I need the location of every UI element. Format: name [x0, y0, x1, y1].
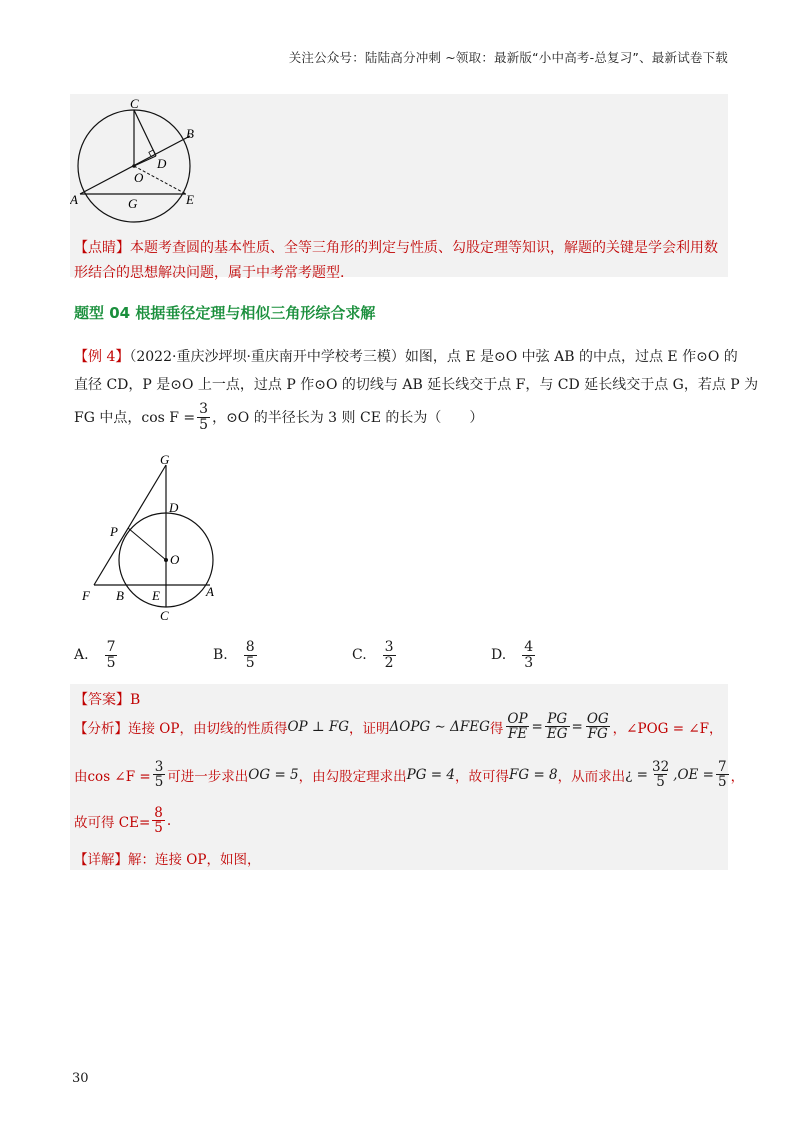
solution-box-top: [70, 94, 728, 281]
option-d[interactable]: D. $\frac{4}{3}$: [491, 639, 534, 671]
label-g2: G: [160, 452, 170, 467]
option-a[interactable]: A. $\frac{7}{5}$: [74, 639, 116, 671]
dianjing-note: [74, 236, 718, 286]
label-g: G: [128, 196, 138, 211]
label-o: O: [134, 170, 144, 185]
label-d2: D: [169, 500, 179, 515]
dianjing-line-1: 本题考查圆的基本性质、全等三角形的判定与性质、勾股定理等知识，解题的关键是学会利用数: [130, 240, 718, 256]
label-o2: O: [170, 552, 180, 567]
label-e: E: [186, 192, 194, 207]
example-line-1: 【例 4】（2022·重庆沙坪坝·重庆南开中学校考三模）如图，点 E 是⊙O 中弦 AB 的中点，过点 E 作⊙O 的: [74, 349, 738, 365]
label-b2: B: [116, 588, 124, 603]
label-b: B: [186, 126, 194, 141]
label-d: D: [157, 156, 167, 171]
label-a: A: [70, 192, 78, 207]
label-e2: E: [152, 588, 160, 603]
example-line-3: FG 中点，cos F = $\frac{3}{5}$ ，⊙O 的半径长为 3 则 CE 的长为（ ）: [74, 401, 484, 433]
page-header: 关注公众号：陆陆高分冲刺 ~领取：最新版“小中高考-总复习”、最新试卷下载: [288, 50, 728, 65]
option-c[interactable]: C. $\frac{3}{2}$: [352, 639, 394, 671]
label-f2: F: [82, 588, 90, 603]
label-p2: P: [110, 524, 118, 539]
detail-line: 【详解】解：连接 OP，如图，: [74, 852, 261, 868]
circle-figure-1: [70, 96, 220, 224]
example-tag: 【例 4】: [74, 349, 130, 365]
example-line-2: 直径 CD，P 是⊙O 上一点，过点 P 作⊙O 的切线与 AB 延长线交于点 F，与 CD 延长线交于点 G，若点 P 为: [74, 377, 759, 393]
dianjing-line-2: 形结合的思想解决问题，属于中考常考题型.: [74, 265, 345, 281]
section-title: 题型 04 根据垂径定理与相似三角形综合求解: [74, 304, 376, 322]
label-c: C: [130, 96, 139, 111]
answer-value: B: [130, 692, 141, 708]
circle-figure-2: [76, 450, 236, 625]
label-a2: A: [206, 584, 214, 599]
cos-fraction: $\frac{3}{5}$: [199, 401, 209, 433]
answer-line: 【答案】B: [74, 692, 141, 708]
analysis-line-3: 故可得 CE= $\frac{8}{5}$ .: [74, 805, 172, 837]
analysis-line-1: 【分析】 连接 OP，由切线的性质得 OP ⊥ FG ，证明 ΔOPG ∼ ΔFEG 得 $\frac{OP}{FE}$ = $\frac{PG}{EG}$ = $\frac{OG}{FG}$ ，∠POG = ∠F，: [74, 711, 723, 743]
dianjing-tag: 【点睛】: [74, 240, 130, 256]
page-number: 30: [72, 1071, 89, 1086]
solution-box-bottom: [70, 684, 745, 870]
analysis-line-2: 由cos ∠F = $\frac{3}{5}$ 可进一步求出 OG = 5 ，由勾股定理求出 PG = 4 ，故可得 FG = 8 ，从而求出 ¿ = $\frac{32}{5}$ ,OE = $\frac{7}{5}$ ，: [74, 759, 745, 791]
label-c2: C: [160, 608, 169, 623]
option-b[interactable]: B. $\frac{8}{5}$: [213, 639, 255, 671]
